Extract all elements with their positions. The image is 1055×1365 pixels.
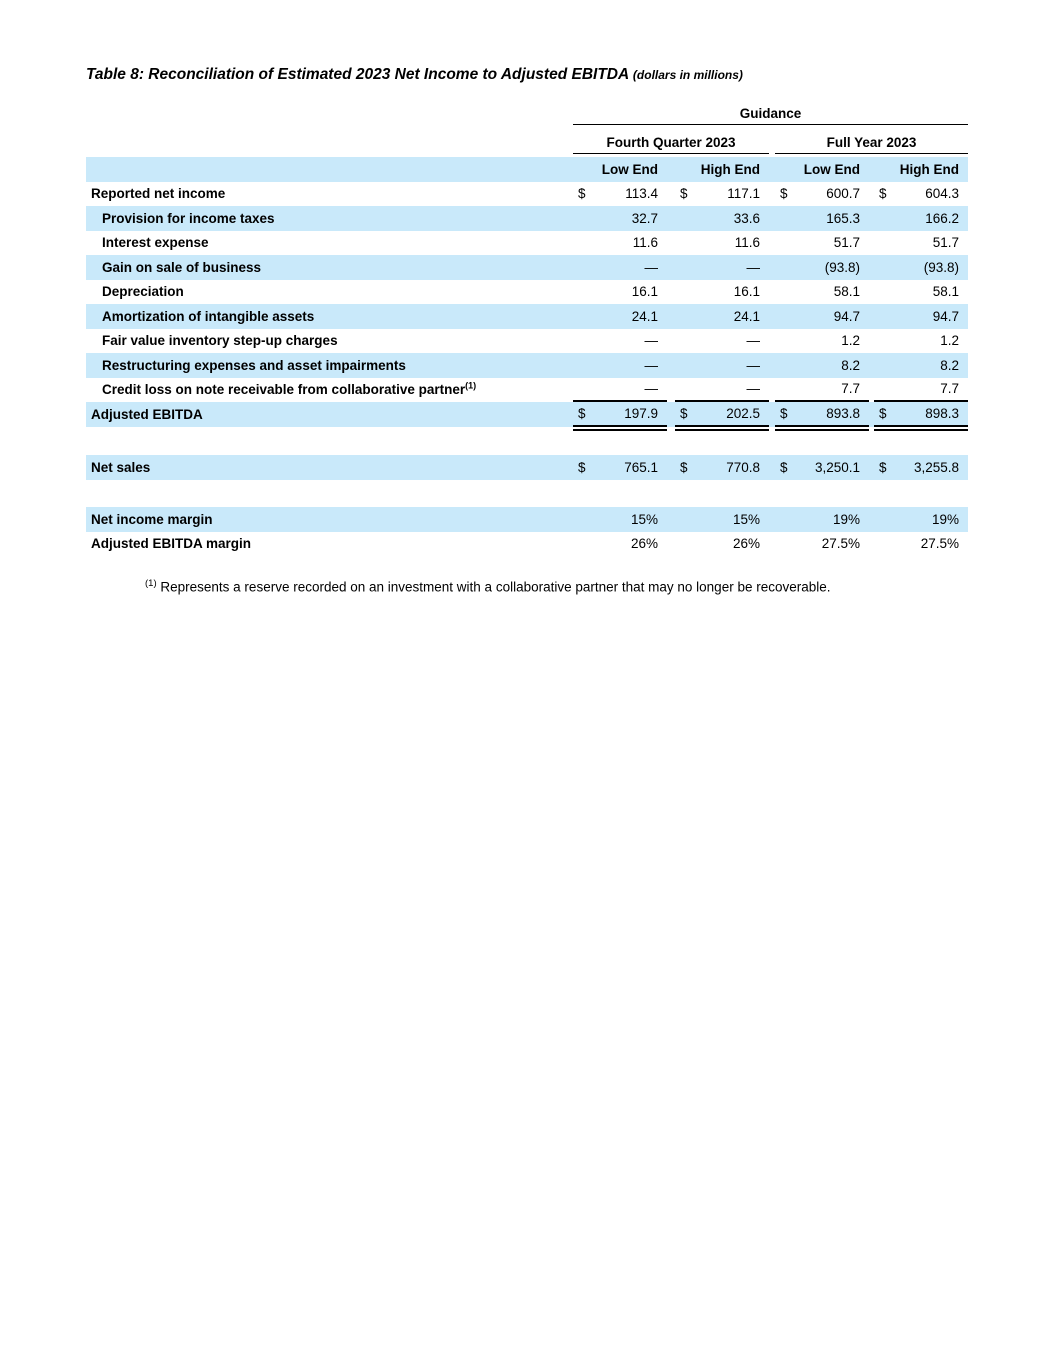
row-label-text: Adjusted EBITDA (91, 406, 203, 422)
period-groups (573, 133, 968, 154)
row-values (573, 402, 968, 427)
row-label-text: Provision for income taxes (102, 210, 275, 226)
currency-symbol: $ (780, 186, 788, 202)
column-header: Low End (601, 161, 658, 177)
row-label (86, 310, 573, 324)
row-label (86, 408, 573, 422)
value-text: 19% (832, 511, 860, 527)
value-text: 8.2 (940, 357, 959, 373)
currency-symbol: $ (680, 186, 688, 202)
row-label-text: Credit loss on note receivable from collaborative partner (102, 382, 466, 397)
row-label-text: Adjusted EBITDA margin (91, 536, 252, 551)
reconciliation-table (86, 105, 968, 556)
value-text: — (746, 259, 760, 275)
table-row (86, 206, 968, 231)
currency-symbol: $ (879, 405, 887, 421)
value-cell (675, 378, 769, 403)
value-cell (775, 402, 869, 427)
row-label-text: Reported net income (91, 186, 226, 201)
value-text: 770.8 (726, 459, 760, 475)
value-text: 26% (732, 536, 760, 552)
value-text: 24.1 (631, 308, 658, 324)
value-cell (675, 304, 769, 329)
row-label (86, 334, 573, 348)
rule-cell (675, 427, 769, 432)
table-row (86, 532, 968, 557)
rule-cell (775, 427, 869, 432)
currency-symbol: $ (680, 459, 688, 475)
row-label-text: Fair value inventory step-up charges (102, 333, 338, 348)
value-cell (573, 231, 667, 256)
value-cell (573, 304, 667, 329)
row-values (573, 353, 968, 378)
row-label (86, 187, 573, 201)
value-text: — (644, 333, 658, 349)
rule-cell (573, 427, 667, 432)
value-text: 600.7 (826, 186, 860, 202)
value-cell (874, 507, 968, 532)
value-cell (775, 304, 869, 329)
value-text: 27.5% (920, 536, 959, 552)
row-values (573, 507, 968, 532)
value-cell (775, 182, 869, 207)
row-values (573, 206, 968, 231)
value-text: 3,250.1 (814, 459, 860, 475)
row-label (86, 380, 573, 397)
column-header: Low End (803, 161, 860, 177)
row-label (86, 359, 573, 373)
value-cell (675, 329, 769, 354)
row-values (573, 329, 968, 354)
currency-symbol: $ (780, 459, 788, 475)
currency-symbol: $ (578, 459, 586, 475)
value-text: 3,255.8 (913, 459, 959, 475)
value-text: 1.2 (940, 333, 959, 349)
value-text: 32.7 (631, 210, 658, 226)
value-text: 24.1 (733, 308, 760, 324)
period-header-row (86, 133, 968, 154)
value-cell (874, 231, 968, 256)
table-row (86, 255, 968, 280)
row-label-text: Net sales (91, 459, 151, 475)
value-text: 16.1 (631, 284, 658, 300)
value-text: 27.5% (821, 536, 860, 552)
value-text: 15% (732, 511, 760, 527)
value-cell (573, 206, 667, 231)
value-cell (675, 255, 769, 280)
footnote (86, 578, 968, 596)
row-values (573, 532, 968, 557)
column-header: High End (700, 161, 760, 177)
value-text: 15% (630, 511, 658, 527)
row-label-text: Depreciation (102, 284, 184, 299)
value-text: — (644, 381, 658, 397)
value-text: 11.6 (632, 235, 658, 251)
row-label (86, 261, 573, 275)
rule-cell (874, 427, 968, 432)
row-label-superscript: (1) (465, 380, 477, 391)
column-headers (573, 157, 968, 182)
value-text: 94.7 (833, 308, 860, 324)
column-header: High End (899, 161, 959, 177)
value-text: — (746, 333, 760, 349)
currency-symbol: $ (680, 405, 688, 421)
value-cell (874, 455, 968, 480)
table-body (86, 182, 968, 557)
value-text: 51.7 (833, 235, 860, 251)
table-row (86, 378, 968, 403)
row-values (573, 304, 968, 329)
value-cell (775, 231, 869, 256)
value-text: 197.9 (624, 405, 658, 421)
value-text: 94.7 (932, 308, 959, 324)
value-cell (874, 402, 968, 427)
table-row (86, 182, 968, 207)
row-label (86, 461, 573, 475)
value-text: 26% (630, 536, 658, 552)
value-cell (874, 378, 968, 403)
value-cell (874, 532, 968, 557)
row-values (573, 182, 968, 207)
value-cell (874, 329, 968, 354)
value-cell (775, 378, 869, 403)
row-gap (86, 431, 968, 455)
value-cell (675, 231, 769, 256)
row-label (86, 537, 573, 551)
row-values (573, 378, 968, 403)
value-text: (93.8) (923, 259, 959, 275)
value-cell (775, 329, 869, 354)
value-cell (675, 507, 769, 532)
table-unit-note: (dollars in millions) (632, 68, 743, 82)
value-cell (874, 182, 968, 207)
table-row (86, 353, 968, 378)
table-title (86, 66, 968, 84)
value-text: 11.6 (734, 235, 760, 251)
row-label-text: Gain on sale of business (102, 259, 262, 275)
row-label (86, 212, 573, 226)
value-text: 117.1 (727, 186, 760, 202)
footnote-text: Represents a reserve recorded on an investment with a collaborative partner that may no longer be recoverable. (160, 579, 831, 595)
value-cell (775, 532, 869, 557)
period-header-q4: Fourth Quarter 2023 (573, 133, 769, 154)
value-cell (573, 280, 667, 305)
currency-symbol: $ (879, 459, 887, 475)
value-text: — (746, 357, 760, 373)
table-row (86, 402, 968, 427)
value-text: 58.1 (833, 284, 860, 300)
column-header-row (86, 157, 968, 182)
value-cell (675, 182, 769, 207)
row-label-text: Amortization of intangible assets (102, 308, 315, 324)
table-8-section (86, 66, 968, 596)
rule-cells (573, 427, 968, 432)
value-text: 1.2 (841, 333, 860, 349)
value-cell (573, 182, 667, 207)
value-text: 893.8 (826, 405, 860, 421)
value-text: 8.2 (841, 357, 860, 373)
value-cell (675, 455, 769, 480)
value-text: 165.3 (826, 210, 860, 226)
value-cell (874, 353, 968, 378)
table-row (86, 231, 968, 256)
table-row (86, 304, 968, 329)
currency-symbol: $ (879, 186, 887, 202)
value-cell (573, 255, 667, 280)
value-text: 7.7 (940, 381, 959, 397)
row-values (573, 231, 968, 256)
row-values (573, 280, 968, 305)
value-text: 765.1 (624, 459, 658, 475)
value-text: 33.6 (733, 210, 760, 226)
value-text: 202.5 (726, 405, 760, 421)
value-text: 19% (931, 511, 959, 527)
row-label-text: Interest expense (102, 235, 209, 250)
value-cell (675, 532, 769, 557)
value-cell (874, 206, 968, 231)
table-row (86, 507, 968, 532)
value-text: 166.2 (925, 210, 959, 226)
value-text: — (644, 259, 658, 275)
value-cell (573, 329, 667, 354)
row-values (573, 255, 968, 280)
value-text: 7.7 (841, 381, 860, 397)
value-text: — (746, 381, 760, 397)
value-text: — (644, 357, 658, 373)
row-label (86, 513, 573, 527)
value-text: 604.3 (925, 186, 959, 202)
guidance-header: Guidance (573, 105, 968, 125)
value-cell (775, 280, 869, 305)
value-cell (675, 206, 769, 231)
value-cell (775, 353, 869, 378)
value-cell (675, 402, 769, 427)
currency-symbol: $ (578, 186, 586, 202)
value-text: 51.7 (932, 235, 959, 251)
value-text: 898.3 (925, 405, 959, 421)
value-cell (775, 206, 869, 231)
row-values (573, 455, 968, 480)
value-cell (775, 455, 869, 480)
value-cell (573, 402, 667, 427)
row-label-text: Net income margin (91, 511, 213, 527)
value-cell (874, 255, 968, 280)
table-row (86, 455, 968, 480)
value-cell (675, 353, 769, 378)
value-cell (775, 507, 869, 532)
row-label-text: Restructuring expenses and asset impairments (102, 357, 406, 373)
value-cell (573, 353, 667, 378)
value-cell (874, 304, 968, 329)
header-label-spacer (86, 133, 573, 154)
table-title-text: Table 8: Reconciliation of Estimated 2023 Net Income to Adjusted EBITDA (86, 66, 629, 83)
table-row (86, 329, 968, 354)
period-header-fy: Full Year 2023 (775, 133, 968, 154)
currency-symbol: $ (780, 405, 788, 421)
footnote-marker: (1) (145, 578, 157, 589)
value-cell (573, 455, 667, 480)
value-text: 58.1 (932, 284, 959, 300)
currency-symbol: $ (578, 405, 586, 421)
guidance-header-row (86, 105, 968, 125)
value-cell (675, 280, 769, 305)
value-text: 16.1 (733, 284, 760, 300)
table-row (86, 280, 968, 305)
value-cell (573, 532, 667, 557)
value-cell (775, 255, 869, 280)
value-cell (874, 280, 968, 305)
value-cell (573, 507, 667, 532)
row-label (86, 285, 573, 299)
row-label (86, 236, 573, 250)
header-label-spacer (86, 105, 573, 125)
value-text: 113.4 (625, 186, 658, 202)
value-text: (93.8) (824, 259, 860, 275)
row-gap (86, 480, 968, 508)
value-cell (573, 378, 667, 403)
